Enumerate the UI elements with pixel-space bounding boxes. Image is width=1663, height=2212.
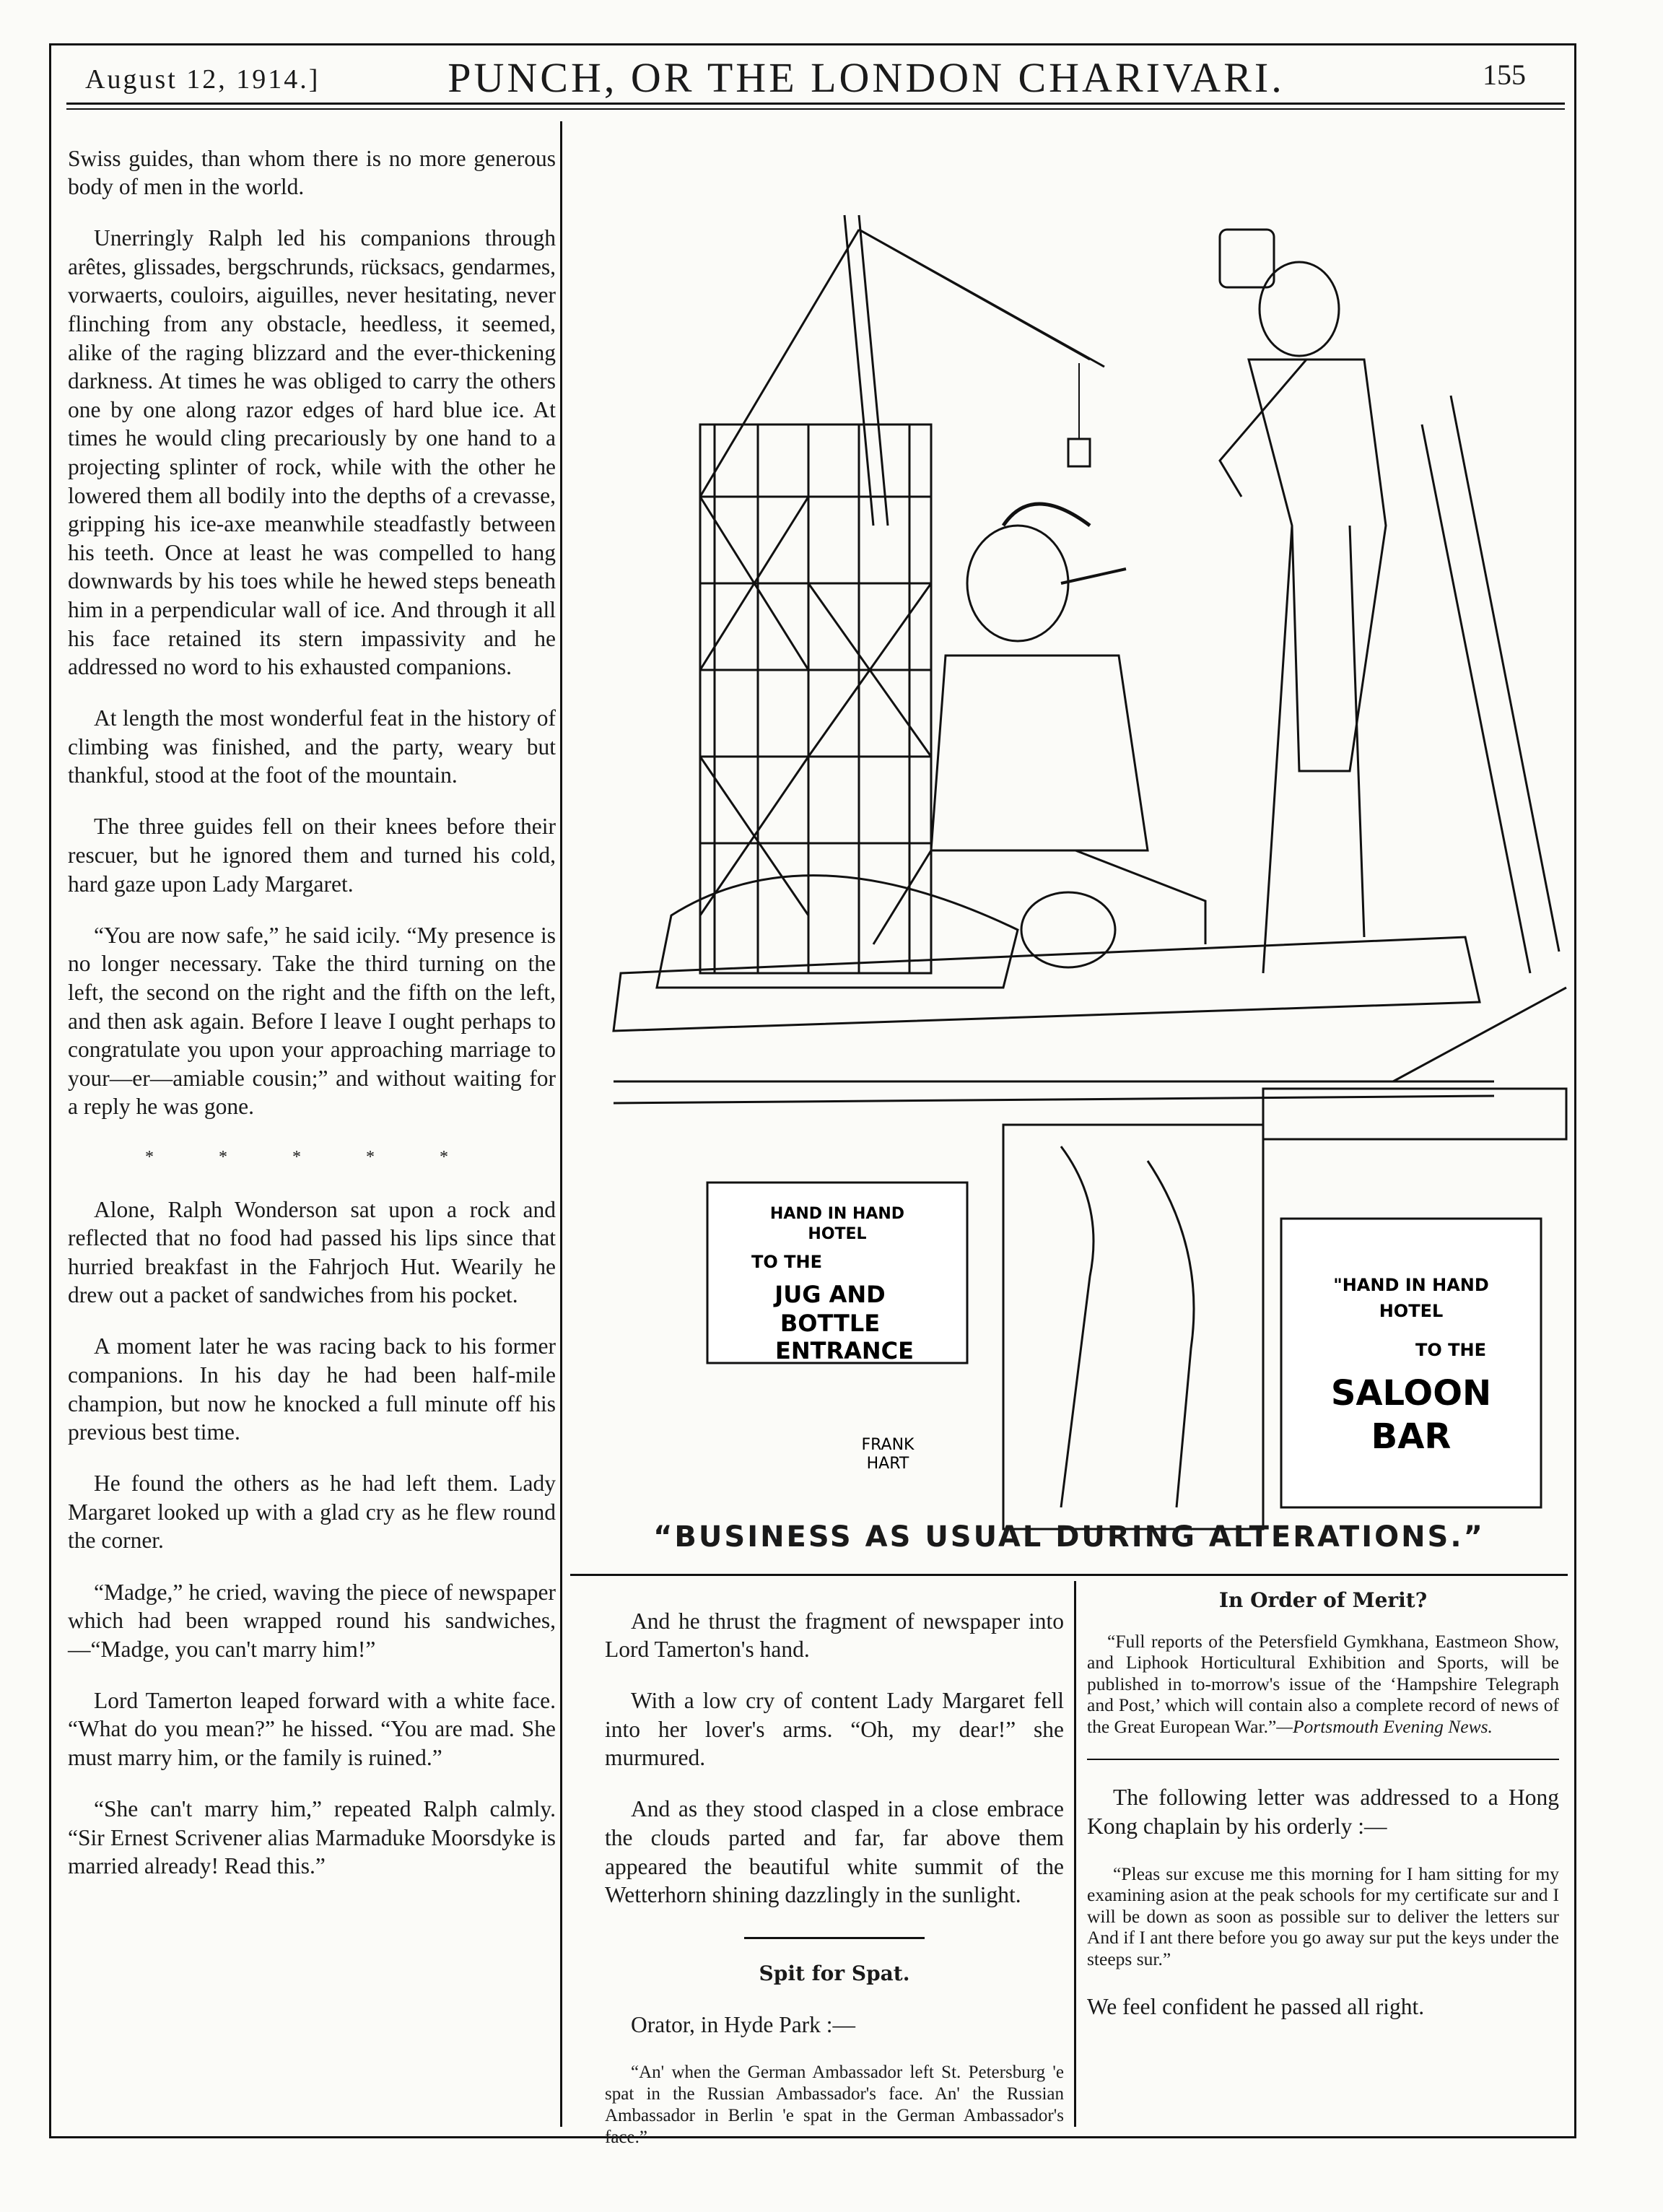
artist-signature-2: HART xyxy=(866,1455,909,1473)
header-rule xyxy=(66,103,1565,105)
paragraph: He found the others as he had left them. Lady Margaret looked up with a glad cry as he flew round the corner. xyxy=(68,1471,556,1554)
paragraph: With a low cry of content Lady Margaret fell into her lover's arms. “Oh, my dear!” she murmured. xyxy=(605,1688,1064,1771)
merit-source: —Portsmouth Evening News. xyxy=(1276,1715,1493,1737)
paragraph: And as they stood clasped in a close embrace the clouds parted and far, far above them appeared the beautiful white summit of the Wetterhorn shining dazzlingly in the sunlight. xyxy=(605,1796,1064,1908)
paragraph: Lord Tamerton leaped forward with a white face. “What do you mean?” he hissed. “You are mad. She must marry him, or the family is ruined.” xyxy=(68,1687,556,1770)
section-divider xyxy=(744,1937,925,1939)
paragraphs-column-right xyxy=(1087,1584,1559,2044)
paragraph: “Madge,” he cried, waving the piece of newspaper which had been wrapped round his sandwiches,—“Madge, you can't marry him!” xyxy=(68,1579,556,1662)
paragraph: Alone, Ralph Wonderson sat upon a rock and reflected that no food had passed his lips since that hurried breakfast in the Fahrjoch Hut. Wearily he drew out a packet of sandwiches from his pocket. xyxy=(68,1196,556,1308)
sign-right-line-1: "HAND IN HAND xyxy=(1333,1275,1489,1295)
paragraph: “You are now safe,” he said icily. “My presence is no longer necessary. Take the third turning on the left, the second on the right and the fifth on the left, and then ask again. Before I leave I ought perhaps to congratulate you upon your approaching marriage to your—er—amiable cousin;” and without waiting for a reply he was gone. xyxy=(68,922,556,1120)
worker-kneeling-body xyxy=(657,876,1018,988)
section-break-stars: * * * * * xyxy=(145,1148,479,1167)
sign-left-line-4: JUG AND xyxy=(774,1281,886,1308)
sign-right-line-3: TO THE xyxy=(1415,1340,1486,1360)
paragraph: Unerringly Ralph led his companions through arêtes, glissades, bergschrunds, rücksacs, gendarmes, vorwaerts, couloirs, aiguilles, never hesitating, never flinching from any obstacle, heedless, it seemed, alike of the raging blizzard and the ever-thickening darkness. At times he was obliged to carry the others one by one along razor edges of hard blue ice. At times he would cling precariously by one hand to a projecting splinter of rock, while with the other he lowered them all bodily into the depths of a crevasse, gripping his ice-axe meanwhile steadfastly between his teeth. Once at least he was compelled to hang downwards by his toes while he hewed steps beneath him in a perpendicular wall of ice. And through it all his face retained its stern impassivity and he addressed no word to his exhausted companions. xyxy=(68,225,556,680)
merit-quote-text: “Full reports of the Petersfield Gymkhana, Eastmeon Show, and Liphook Horticultural Exhibition and Sports, will be published in to-morrow's issue of the ‘Hampshire Telegraph and Post,’ which will contain also a complete record of news of the Great European War.” xyxy=(1087,1630,1559,1737)
sign-left-line-6: ENTRANCE xyxy=(775,1337,914,1364)
crane-jib xyxy=(700,230,859,497)
worker-kneeling-hat xyxy=(1021,892,1115,967)
spit-quote: “An' when the German Ambassador left St. Petersburg 'e spat in the Russian Ambassador's face. An' the Russian Ambassador in Berlin 'e spat in the German Ambassador's face.” xyxy=(605,2063,1064,2148)
sign-saloon-bar xyxy=(1281,1219,1541,1507)
sign-left-line-2: HOTEL xyxy=(808,1225,867,1243)
story-column-middle xyxy=(605,1584,1064,2167)
sign-jug-and-bottle xyxy=(707,1183,967,1364)
scaffold-platform xyxy=(614,937,1480,1031)
column-divider-left xyxy=(560,121,562,2127)
closing-remark: We feel confident he passed all right. xyxy=(1087,1994,1425,2020)
section-divider xyxy=(1087,1759,1559,1760)
paragraph: A moment later he was racing back to his former companions. In his day he had been half-mile champion, but now he knocked a full minute off his previous best time. xyxy=(68,1333,556,1445)
paragraph: At length the most wonderful feat in the history of climbing was finished, and the party, weary but thankful, stood at the foot of the mountain. xyxy=(68,705,556,788)
sign-left-line-1: HAND IN HAND xyxy=(769,1205,905,1223)
paragraph: “She can't marry him,” repeated Ralph calmly. “Sir Ernest Scrivener alias Marmaduke Moorsdyke is married already! Read this.” xyxy=(68,1796,556,1879)
letter-quote: “Pleas sur excuse me this morning for I ham sitting for my examining asion at the peak schools for my certificate sur and I will be down as soon as possible sur to deliver the letters sur And if I ant there before you go away sur put the keys under the steeps sur.” xyxy=(1087,1863,1559,1970)
cartoon-caption: “BUSINESS AS USUAL DURING ALTERATIONS.” xyxy=(653,1520,1485,1554)
sign-right-line-2: HOTEL xyxy=(1379,1301,1444,1321)
worker-standing-head xyxy=(1260,262,1339,356)
header-rule-double xyxy=(66,108,1565,110)
story-column-left xyxy=(68,121,556,1903)
in-order-of-merit-heading: In Order of Merit? xyxy=(1218,1588,1428,1612)
sign-right-line-5: BAR xyxy=(1371,1416,1452,1457)
tankard xyxy=(1220,230,1274,287)
sign-left-line-3: TO THE xyxy=(751,1252,822,1272)
paragraph: And he thrust the fragment of newspaper into Lord Tamerton's hand. xyxy=(605,1608,1064,1663)
artist-signature-1: FRANK xyxy=(861,1436,915,1454)
cartoon-illustration xyxy=(570,121,1568,1567)
letter-intro: The following letter was addressed to a Hong Kong chaplain by his orderly :— xyxy=(1087,1784,1559,1839)
cellar-opening xyxy=(1003,1125,1263,1529)
masthead-title: PUNCH, OR THE LONDON CHARIVARI. xyxy=(448,54,1285,101)
worker-seated-body xyxy=(931,656,1148,850)
crane-bucket xyxy=(1068,439,1090,466)
scaffold-tower xyxy=(700,424,931,973)
merit-quote xyxy=(1087,1631,1559,1738)
spit-intro: Orator, in Hyde Park :— xyxy=(631,2011,856,2037)
worker-standing-body xyxy=(1249,360,1386,771)
paragraph: The three guides fell on their knees before their rescuer, but he ignored them and turned his cold, hard gaze upon Lady Margaret. xyxy=(68,814,556,897)
spit-for-spat-heading: Spit for Spat. xyxy=(759,1961,910,1985)
column-divider-right xyxy=(1074,1581,1076,2127)
sign-right-line-4: SALOON xyxy=(1330,1373,1492,1414)
sign-left-line-5: BOTTLE xyxy=(780,1310,881,1337)
issue-date: August 12, 1914.] xyxy=(85,64,320,95)
cartoon-bottom-rule xyxy=(570,1574,1568,1576)
worker-seated-head xyxy=(967,526,1068,641)
pipe xyxy=(1061,569,1126,583)
paragraph: Swiss guides, than whom there is no more generous body of men in the world. xyxy=(68,145,556,200)
page-number: 155 xyxy=(1483,58,1526,91)
